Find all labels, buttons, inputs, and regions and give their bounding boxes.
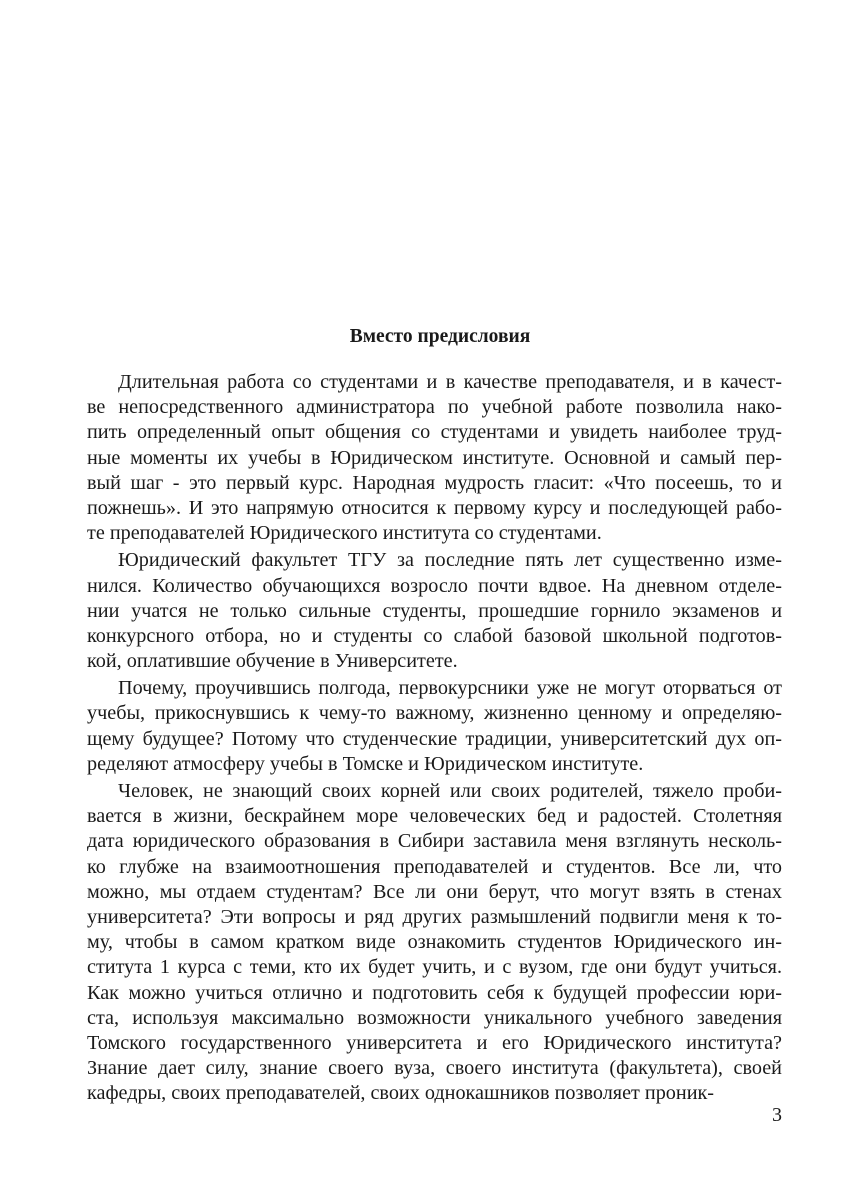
- page-number: 3: [772, 1104, 782, 1126]
- text-line: Юридический факультет ТГУ за последние пять лет существенно изме-: [118, 549, 782, 572]
- text-line: нии учатся не только сильные студенты, прошедшие горнило экзаменов и: [87, 599, 782, 622]
- text-line: ределяют атмосферу учебы в Томске и Юридическом институте.: [87, 752, 644, 775]
- text-line: щему будущее? Потому что студенческие традиции, университетский дух оп-: [87, 727, 782, 750]
- text-line: Томского государственного университета и его Юридического института?: [87, 1031, 782, 1054]
- text-line: Как можно учиться отлично и подготовить себя к будущей профессии юри-: [87, 981, 782, 1004]
- text-line: вый шаг - это первый курс. Народная мудрость гласит: «Что посеешь, то и: [87, 471, 782, 494]
- text-line: Человек, не знающий своих корней или своих родителей, тяжело проби-: [118, 780, 782, 802]
- text-line: те преподавателей Юридического института со студентами.: [87, 522, 602, 545]
- body-text: [87, 370, 782, 1108]
- text-line: конкурсного отбора, но и студенты со слабой базовой школьной подготов-: [87, 624, 782, 647]
- text-line: учебы, прикоснувшись к чему-то важному, жизненно ценному и определяю-: [87, 702, 782, 725]
- text-line: дата юридического образования в Сибири заставила меня взглянуть несколь-: [87, 830, 782, 853]
- text-line: ко глубже на взаимоотношения преподавателей и студентов. Все ли, что: [87, 855, 782, 878]
- text-line: ста, используя максимально возможности уникального учебного заведения: [87, 1006, 782, 1029]
- text-line: ве непосредственного администратора по учебной работе позволила нако-: [87, 396, 782, 419]
- text-line: пить определенный опыт общения со студентами и увидеть наиболее труд-: [87, 421, 782, 444]
- text-line: кафедры, своих преподавателей, своих однокашников позволяет проник-: [87, 1082, 715, 1105]
- text-line: Почему, проучившись полгода, первокурсники уже не могут оторваться от: [118, 677, 782, 700]
- paragraph: [87, 370, 782, 546]
- paragraph: [87, 676, 782, 777]
- paragraph: [87, 779, 782, 1106]
- text-line: ные моменты их учебы в Юридическом институте. Основной и самый пер-: [87, 446, 782, 469]
- text-line: ститута 1 курса с теми, кто их будет учить, и с вузом, где они будут учиться.: [87, 956, 782, 979]
- text-line: можно, мы отдаем студентам? Все ли они берут, что могут взять в стенах: [87, 880, 782, 903]
- text-line: университета? Эти вопросы и ряд других размышлений подвигли меня к то-: [87, 905, 782, 928]
- text-line: Знание дает силу, знание своего вуза, своего института (факультета), своей: [87, 1057, 782, 1080]
- paragraph: [87, 548, 782, 674]
- text-line: Длительная работа со студентами и в качестве преподавателя, и в качест-: [118, 371, 782, 393]
- text-line: пожнешь». И это напрямую относится к первому курсу и последующей рабо-: [87, 496, 782, 519]
- text-line: му, чтобы в самом кратком виде ознакомить студентов Юридического ин-: [87, 931, 782, 954]
- text-line: нился. Количество обучающихся возросло почти вдвое. На дневном отделе-: [87, 574, 782, 597]
- page-title: Вместо предисловия: [349, 326, 531, 347]
- text-line: вается в жизни, бескрайнем море человеческих бед и радостей. Столетняя: [87, 805, 782, 828]
- text-line: кой, оплатившие обучение в Университете.: [87, 650, 458, 673]
